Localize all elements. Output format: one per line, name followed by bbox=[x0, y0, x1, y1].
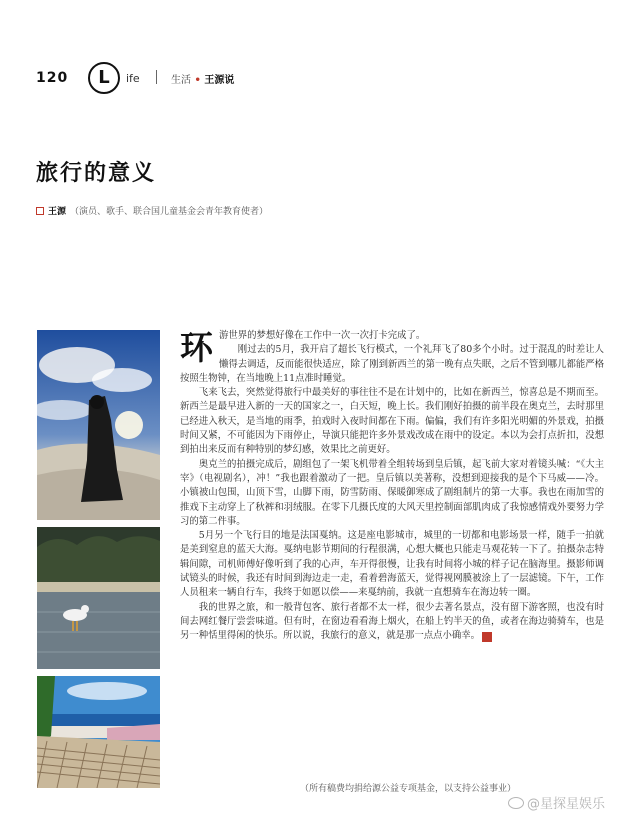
page-number: 120 bbox=[36, 70, 69, 86]
paragraph: 奥克兰的拍摄完成后，剧组包了一架飞机带着全组转场到皇后镇，起飞前大家对着镜头喊：“《大主宰》（电视剧名），冲！”我也跟着激动了一把。皇后镇以美著称，没想到迎接我的是个下马威——冷。小镇被山包围，山顶下雪，山脚下雨，防雪防雨、保暖御寒成了剧组制片的第一大事。我也在雨加雪的推戏下主动穿上了秋裤和羽绒服。在零下几摄氏度的大风天里控制面部肌肉成了我惊感情戏外要努力学习的第二件事。 bbox=[180, 458, 604, 527]
life-logo-text: ife bbox=[126, 72, 140, 85]
photo-desert-figure bbox=[37, 330, 160, 520]
weibo-icon bbox=[508, 797, 524, 809]
author-bio: （演员、歌手、联合国儿童基金会青年教育使者） bbox=[70, 207, 269, 217]
breadcrumb bbox=[171, 71, 234, 86]
end-mark-icon: G bbox=[482, 632, 492, 642]
dropcap: 环 bbox=[180, 328, 213, 367]
article-body bbox=[180, 329, 604, 644]
section-label: 生活 bbox=[171, 75, 191, 86]
paragraph-final: 我的世界之旅，和一般背包客、旅行者都不太一样，很少去著名景点，没有留下游客照，也没有时间去网红餐厅尝尝味道。但有时，在窗边看看海上烟火，在船上钓半天的鱼，或者在海边骑骑车，也是另一种恬里得闲的快乐。所以说，我旅行的意义，就是那一点点小确幸。 G bbox=[180, 601, 604, 642]
header-divider bbox=[156, 70, 157, 84]
paragraph: 5月另一个飞行目的地是法国戛纳。这是座电影城市，城里的一切都和电影场景一样，随手一拍就是美到窒息的蓝天大海。戛纳电影节期间的行程很满，心想大概也只能走马观花转一下了。拍摄杂志特辑间隙，司机师傅好像听到了我的心声，车开得很慢，让我有时间将小城的样子记在脑海里。摄影师调试镜头的时候，我还有时间到海边走一走，看着碧海蓝天，觉得视网膜被涂上了一层滤镜。下午，工作人员租来一辆自行车，我终于如愿以偿——来戛纳前，我就一直想骑车在海边转一圈。 bbox=[180, 530, 604, 599]
life-logo-icon: L bbox=[88, 62, 120, 94]
column-label: 王源说 bbox=[204, 75, 235, 86]
byline-square-icon bbox=[36, 207, 44, 215]
photo-seaside-hammock bbox=[37, 676, 160, 788]
weibo-watermark: @星探星娱乐 bbox=[508, 793, 605, 812]
separator-dot-icon: • bbox=[191, 75, 205, 86]
photo-lake-bird bbox=[37, 527, 160, 669]
page-header bbox=[36, 62, 596, 96]
paragraph-intro: 环游世界的梦想好像在工作中一次一次打卡完成了。 bbox=[180, 328, 426, 367]
author-name: 王源 bbox=[48, 207, 67, 217]
paragraph: 刚过去的5月，我开启了超长飞行模式，一个礼拜飞了80多个小时。过于混乱的时差让人懒得去调适，反而能很快适应，除了刚到新西兰的第一晚有点失眠，之后不管到哪儿都能严格按照生物钟，在当地晚上11点准时睡觉。 bbox=[180, 344, 604, 384]
author-byline bbox=[36, 204, 268, 217]
donation-footnote: （所有稿费均捐给源公益专项基金，以支持公益事业） bbox=[300, 784, 517, 794]
article-title: 旅行的意义 bbox=[36, 160, 157, 186]
paragraph: 飞来飞去，突然觉得旅行中最美好的事往往不是在计划中的，比如在新西兰，惊喜总是不期而至。新西兰是最早进入新的一天的国家之一，白天短，晚上长。我们刚好拍摄的前半段在奥克兰，去时那里已经进入秋天，是当地的雨季，拍戏时入夜时间都在下雨。偏偏，我们有许多阳光明媚的外景戏，拍摄时间又紧，不可能因为下雨停止，导演只能把许多外景戏改成在雨中的设定。本以为会打点折扣，没想到拍出来反而有种特别的梦幻感，效果比之前更好。 bbox=[180, 387, 604, 456]
